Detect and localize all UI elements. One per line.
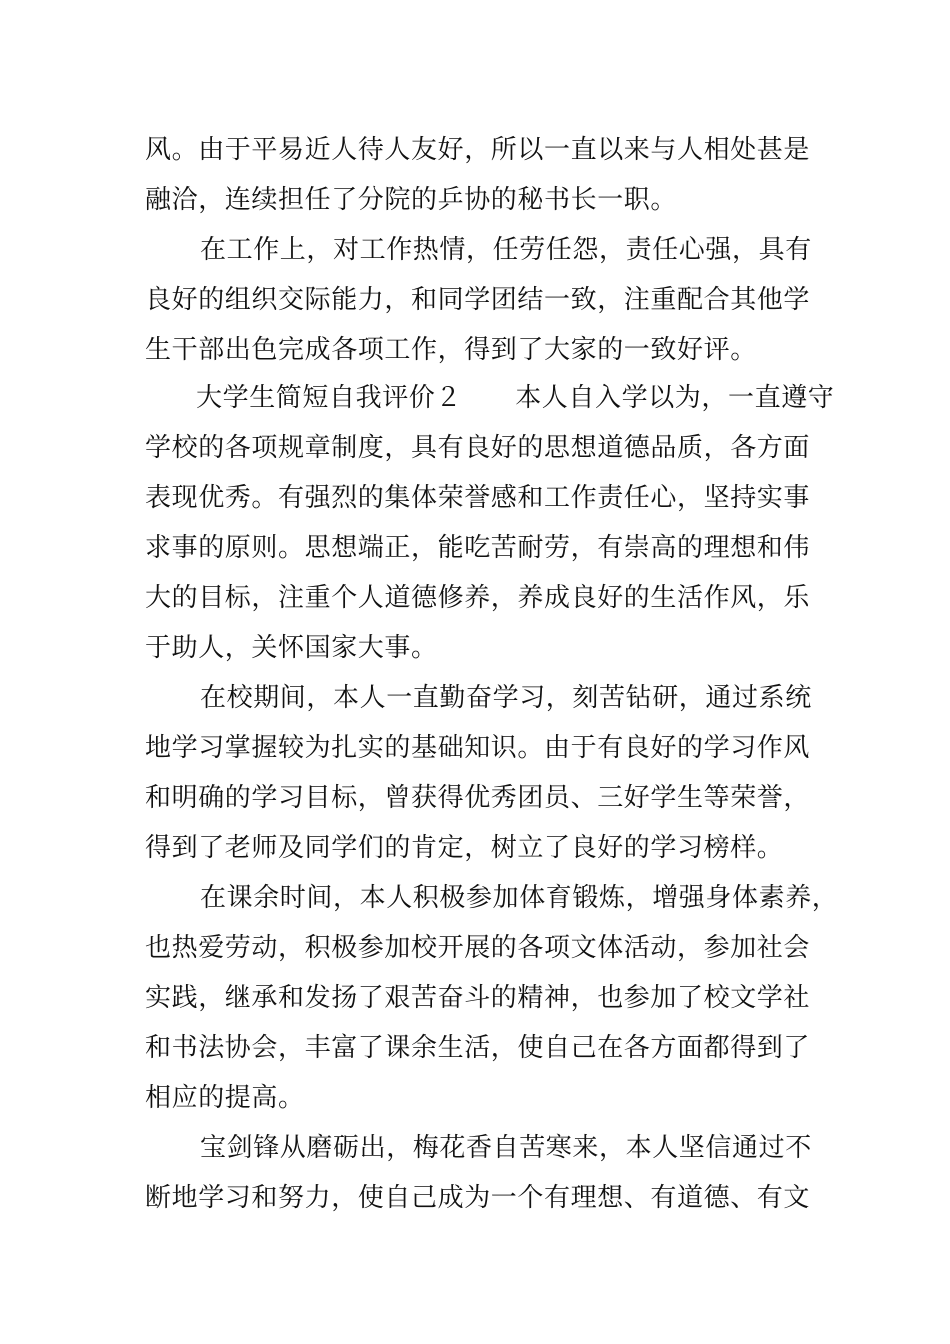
section-heading-line: 大学生简短自我评价２ 本人自入学以为，一直遵守 [196,383,835,413]
text-line: 地学习掌握较为扎实的基础知识。由于有良好的学习作风 [145,733,811,763]
text-line: 和书法协会，丰富了课余生活，使自己在各方面都得到了 [145,1033,811,1063]
text-line: 大的目标，注重个人道德修养，养成良好的生活作风，乐 [145,583,811,613]
text-line: 于助人，关怀国家大事。 [145,633,438,663]
paragraph-start-line: 在工作上，对工作热情，任劳任怨，责任心强，具有 [200,235,812,265]
text-line: 得到了老师及同学们的肯定，树立了良好的学习榜样。 [145,833,784,863]
text-line: 实践，继承和发扬了艰苦奋斗的精神，也参加了校文学社 [145,983,811,1013]
text-line: 表现优秀。有强烈的集体荣誉感和工作责任心，坚持实事 [145,483,811,513]
text-line: 也热爱劳动，积极参加校开展的各项文体活动，参加社会 [145,933,811,963]
text-line: 学校的各项规章制度，具有良好的思想道德品质，各方面 [145,433,811,463]
text-line: 相应的提高。 [145,1083,305,1113]
paragraph-start-line: 在课余时间，本人积极参加体育锻炼，增强身体素养， [200,883,839,913]
text-line: 融洽，连续担任了分院的乒协的秘书长一职。 [145,185,678,215]
text-line: 生干部出色完成各项工作，得到了大家的一致好评。 [145,335,757,365]
text-line: 风。由于平易近人待人友好，所以一直以来与人相处甚是 [145,135,811,165]
text-line: 和明确的学习目标，曾获得优秀团员、三好学生等荣誉， [145,783,811,813]
text-line: 求事的原则。思想端正，能吃苦耐劳，有崇高的理想和伟 [145,533,811,563]
text-line: 断地学习和努力，使自己成为一个有理想、有道德、有文 [145,1183,811,1213]
paragraph-start-line: 宝剑锋从磨砺出，梅花香自苦寒来，本人坚信通过不 [200,1133,812,1163]
text-line: 良好的组织交际能力，和同学团结一致，注重配合其他学 [145,285,811,315]
paragraph-start-line: 在校期间，本人一直勤奋学习，刻苦钻研，通过系统 [200,683,812,713]
